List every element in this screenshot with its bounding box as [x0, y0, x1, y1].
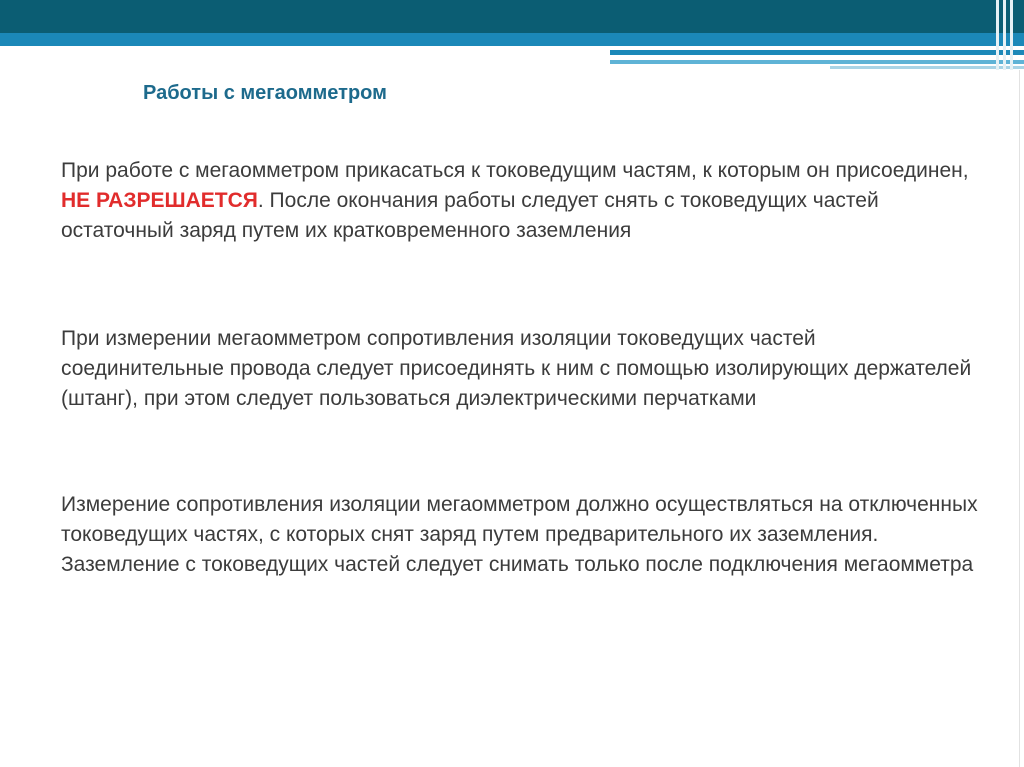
slide-title: Работы с мегаомметром [143, 82, 387, 104]
warning-text: НЕ РАЗРЕШАЕТСЯ [61, 189, 258, 212]
header-band-blue [0, 33, 1024, 46]
slide-right-border [1019, 70, 1020, 767]
paragraph-insulated-holders: При измерении мегаомметром сопротивления изоляции токоведущих частей соединительные провода следует присоединять к ним с помощью изолирующих держателей (штанг), при этом следует пользоваться диэлектрическими перчатками [61, 327, 972, 410]
header-vertical-stripe [996, 0, 999, 70]
header-accent-line-2 [610, 60, 1024, 64]
paragraph-text: При работе с мегаомметром прикасаться к токоведущим частям, к которым он присоединен, [61, 159, 969, 182]
paragraph-disconnected-parts: Измерение сопротивления изоляции мегаомметром должно осуществляться на отключенных токоведущих частях, с которых снят заряд путем предварительного их заземления. Заземление с токоведущих частей следует снимать только после подключения мегаомметра [61, 493, 978, 576]
header-accent-line-3 [830, 66, 1024, 69]
header-vertical-stripe [1010, 0, 1013, 70]
header-accent-line-1 [610, 50, 1024, 55]
paragraph-touch-prohibition [61, 156, 981, 246]
header-band-dark [0, 0, 1024, 33]
paragraph-text: . После окончания работы следует снять с токоведущих частей остаточный заряд путем их кратковременного заземления [61, 189, 879, 242]
header-vertical-stripe [1003, 0, 1006, 70]
